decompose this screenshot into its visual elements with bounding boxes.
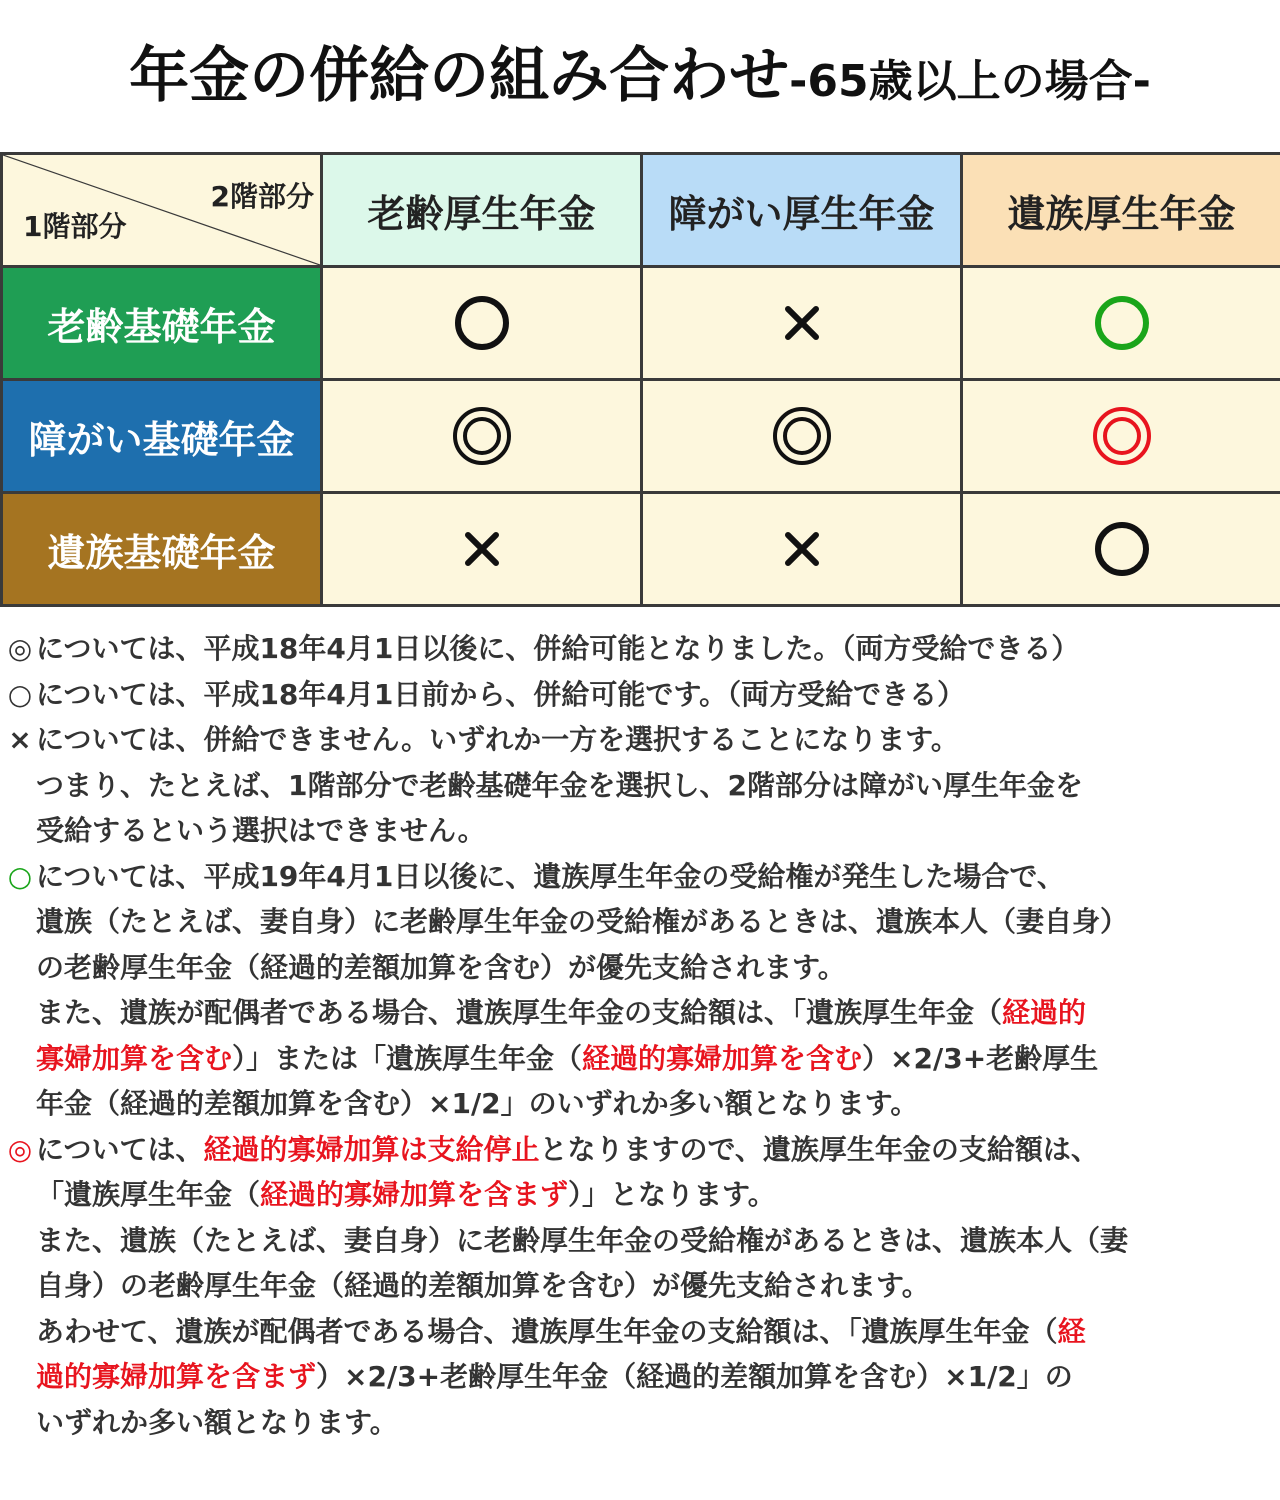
mark-cell [962, 267, 1280, 380]
note-highlight: 経過的寡婦加算を含まず [260, 1178, 569, 1211]
row-header-label: 障がい基礎年金 [28, 417, 295, 462]
row-header-1 [2, 380, 322, 493]
note-line: 受給するという選択はできません。 [36, 814, 486, 847]
mark-cell [322, 267, 642, 380]
note-red-double-circle [4, 1127, 1276, 1173]
mark-cell [962, 380, 1280, 493]
note-line: つまり、たとえば、1階部分で老齢基礎年金を選択し、2階部分は障がい厚生年金を [36, 768, 1083, 802]
green-circle-icon: ○ [7, 859, 33, 893]
note-highlight: 経過的 [1002, 996, 1087, 1029]
red-double-circle-icon: ◎ [7, 1132, 33, 1166]
mark-cell [322, 380, 642, 493]
note-text: ）」となります。 [568, 1178, 776, 1211]
col-header-0 [322, 154, 642, 267]
double-circle-mark-icon [770, 404, 834, 468]
mark-cell [642, 493, 962, 606]
note-line: また、遺族（たとえば、妻自身）に老齢厚生年金の受給権があるときは、遺族本人（妻 [36, 1223, 1129, 1257]
corner-label-tier1: 1階部分 [23, 210, 127, 243]
circle-mark-icon [450, 291, 514, 355]
cross-mark-icon [450, 517, 514, 581]
double-circle-mark-icon [1090, 404, 1154, 468]
note-line: の老齢厚生年金（経過的差額加算を含む）が優先支給されます。 [36, 950, 846, 984]
note-green-circle [4, 854, 1276, 900]
title-sub: -65歳以上の場合- [789, 56, 1151, 107]
note-highlight: 寡婦加算を含む [36, 1041, 233, 1075]
note-text: また、遺族が配偶者である場合、遺族厚生年金の支給額は、「遺族厚生年金（ [36, 996, 1003, 1029]
notes [4, 626, 1276, 1445]
mark-cell [962, 493, 1280, 606]
note-circle [4, 672, 1276, 718]
note-text: については、平成18年4月1日以後に、併給可能となりました。（両方受給できる） [36, 632, 1080, 665]
note-line [4, 1354, 1276, 1400]
cross-mark-icon [770, 517, 834, 581]
note-text: あわせて、遺族が配偶者である場合、遺族厚生年金の支給額は、「遺族厚生年金（ [36, 1314, 1058, 1348]
table-row [2, 267, 1280, 380]
row-header-0 [2, 267, 322, 380]
note-double-circle [4, 626, 1276, 672]
page-title [0, 28, 1280, 114]
note-line: 自身）の老齢厚生年金（経過的差額加算を含む）が優先支給されます。 [36, 1269, 930, 1302]
col-header-label: 障がい厚生年金 [668, 191, 935, 236]
circle-icon: ○ [7, 677, 33, 711]
row-header-label: 老齢基礎年金 [47, 304, 276, 349]
cross-icon: × [8, 723, 32, 756]
double-circle-mark-icon [450, 404, 514, 468]
col-header-1 [642, 154, 962, 267]
note-highlight: 経過的寡婦加算を含む [582, 1041, 863, 1075]
note-text: については、平成18年4月1日前から、併給可能です。（両方受給できる） [36, 677, 966, 711]
combination-table [0, 152, 1280, 607]
row-header-label: 遺族基礎年金 [47, 530, 276, 575]
double-circle-icon: ◎ [7, 632, 33, 665]
note-line [4, 1172, 1276, 1218]
cross-mark-icon [770, 291, 834, 355]
note-line [4, 990, 1276, 1036]
note-highlight: 経過的寡婦加算は支給停止 [203, 1132, 540, 1166]
mark-cell [642, 267, 962, 380]
table-row [2, 380, 1280, 493]
note-text: ）×2/3+老齢厚生年金（経過的差額加算を含む）×1/2」の [316, 1360, 1073, 1393]
corner-cell [2, 154, 322, 267]
note-cross [4, 717, 1276, 763]
note-text: ）」または「遺族厚生年金（ [232, 1041, 583, 1075]
note-text: については、平成19年4月1日以後に、遺族厚生年金の受給権が発生した場合で、 [36, 859, 1065, 893]
note-line [4, 1309, 1276, 1355]
row-header-2 [2, 493, 322, 606]
note-line [4, 1036, 1276, 1082]
header-row [2, 154, 1280, 267]
note-text: については、併給できません。いずれか一方を選択することになります。 [36, 723, 959, 756]
circle-mark-icon [1090, 291, 1154, 355]
table-row [2, 493, 1280, 606]
mark-cell [322, 493, 642, 606]
col-header-2 [962, 154, 1280, 267]
note-line: いずれか多い額となります。 [36, 1405, 398, 1439]
title-main: 年金の併給の組み合わせ [129, 41, 790, 111]
note-text: となりますので、遺族厚生年金の支給額は、 [539, 1132, 1099, 1166]
col-header-label: 遺族厚生年金 [1007, 191, 1236, 236]
note-text: ）×2/3+老齢厚生 [862, 1041, 1099, 1075]
note-line: 年金（経過的差額加算を含む）×1/2」のいずれか多い額となります。 [36, 1087, 919, 1120]
note-line: 遺族（たとえば、妻自身）に老齢厚生年金の受給権があるときは、遺族本人（妻自身） [36, 905, 1129, 938]
note-highlight: 経 [1057, 1314, 1086, 1348]
corner-label-tier2: 2階部分 [210, 180, 314, 213]
note-text: については、 [36, 1132, 204, 1166]
col-header-label: 老齢厚生年金 [367, 191, 596, 236]
circle-mark-icon [1090, 517, 1154, 581]
note-text: 「遺族厚生年金（ [36, 1178, 261, 1211]
mark-cell [642, 380, 962, 493]
note-highlight: 過的寡婦加算を含まず [36, 1360, 317, 1393]
